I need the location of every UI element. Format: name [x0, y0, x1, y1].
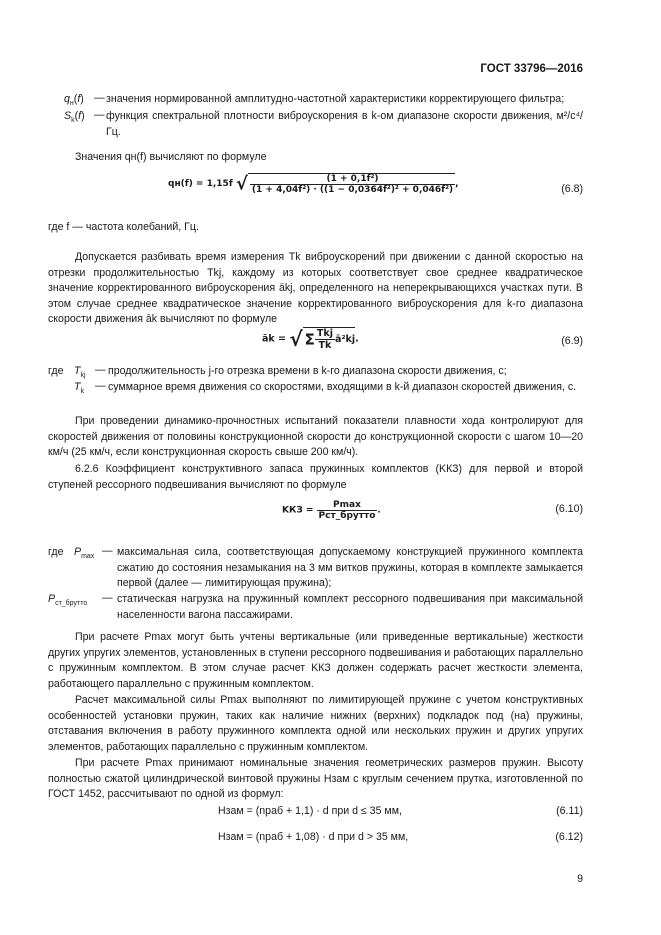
symbol-qn: $q_н(f)$ — [64, 93, 84, 108]
symbol-sk: $S_k(f)$ — [64, 110, 85, 125]
symbol-pmax: $P_{max}$ — [74, 546, 95, 561]
def-dash: — — [95, 364, 106, 376]
where-label: где — [48, 365, 64, 377]
formula-6-8-lhs: qн(f) = 1,15f — [168, 179, 233, 189]
formula-6-8-denominator: (1 + 4,04f²) · ((1 − 0,0364f²)² + 0,046f²) — [251, 185, 454, 195]
formula-6-9-lhs: āk = — [262, 333, 286, 345]
sum-symbol: Σ — [304, 330, 315, 349]
formula-6-10-denominator: Pст_брутто — [318, 511, 376, 521]
paragraph-calc-pmax-2: Расчет максимальной силы Pmax выполняют по лимитирующей пружине с учетом конструктивных особенностей установки пружин, таких как наличие нижних (верхних) подкладок под (на) пружины, отставания включения в работу пружинного комплекта одной или нескольких пружин и других упругих элементов, работающих параллельно с пружинным комплектом. — [48, 694, 583, 753]
formula-6-9-denominator: Tk — [318, 340, 332, 351]
paragraph-calc-pmax-3: При расчете Pmax принимают номинальные значения геометрических размеров пружин. Высоту полностью сжатой цилиндрической винтовой пружины Hзам с круглым сечением прутка, изготовленной по ГОСТ 1452, рассчитывают по одной из формул: — [48, 757, 583, 800]
formula-6-9-numerator: Tkj — [316, 328, 333, 339]
paragraph-6-2-6: 6.2.6 Коэффициент конструктивного запаса пружинных комплектов (KКЗ) для первой и второй ступеней рессорного подвешивания вычисляют по формуле — [48, 463, 583, 491]
paragraph-qn-formula-intro: Значения qн(f) вычисляют по формуле — [75, 151, 267, 163]
def-dash: — — [102, 592, 113, 604]
formula-6-8: qн(f) = 1,15f √ $\frac{\text{(1 + 0,1f²)}}{\text{(1 + 4,04f²) · ((1 − 0,0364f²)² + 0,046f²)}}$ , — [168, 173, 459, 195]
where-label: где — [48, 546, 64, 558]
formula-6-10 — [282, 500, 381, 521]
def-tk-text: суммарное время движения со скоростями, входящими в k-й диапазон скоростей движения, с. — [108, 381, 577, 393]
formula-tail: . — [355, 333, 359, 345]
paragraph-calc-pmax-1: При расчете Pmax могут быть учтены вертикальные (или приведенные вертикальные) жесткости других упругих элементов, установленных в ступени рессорного подвешивания и работающих параллельно с пружинным комплектом. В этом случае расчет KКЗ должен содержать расчет жесткости элемента, работающего параллельно с пружинным комплектом. — [48, 631, 583, 690]
def-pst-text: статическая нагрузка на пружинный комплект рессорного подвешивания при максимальной населенности вагона пассажирами. — [117, 593, 583, 621]
equation-number-6-9: (6.9) — [561, 335, 583, 347]
symbol-tkj: $T_{kj}$ — [74, 365, 86, 380]
formula-6-8-numerator: (1 + 0,1f²) — [250, 174, 455, 185]
equation-number-6-12: (6.12) — [555, 831, 583, 843]
formula-tail: . — [377, 505, 381, 516]
def-dash: — — [102, 545, 113, 557]
formula-6-9: āk = √ Σ $\frac{\text{Tkj}}{Tk}$ ā²kj. — [262, 327, 359, 351]
def-qn-text: значения нормированной амплитудно-частотной характеристики корректирующего фильтра; — [106, 93, 565, 105]
def-pmax-text: максимальная сила, соответствующая допускаемому конструкцией пружинного комплекта сжатию до состояния незамыкания на 3 мм витков пружины, которая в комплекте замыкается первой (далее — лимитирующая пружина); — [117, 546, 583, 589]
where-f: где f — частота колебаний, Гц. — [48, 221, 199, 233]
formula-6-10-lhs: KКЗ = — [282, 505, 314, 516]
equation-number-6-8: (6.8) — [561, 183, 583, 195]
formula-6-10-numerator: Pmax — [317, 500, 378, 511]
formula-6-11: Hзам = (nраб + 1,1) · d при d ≤ 35 мм, — [218, 805, 402, 817]
symbol-tk: $T_k$ — [74, 381, 84, 396]
def-dash: — — [95, 380, 106, 392]
paragraph-split-time: Допускается разбивать время измерения Tk виброускорений при движении с данной скоростью на отрезки продолжительностью Tkj, каждому из которых соответствует свое среднее квадратическое значение корректированного виброускорения ākj, определенного на неперекрывающихся участках пути. В этом случае среднее квадратическое значение корректированного виброускорения для k-го диапазона скорости движения āk вычисляют по формуле — [48, 251, 583, 325]
formula-6-9-term: ā²kj — [334, 334, 356, 345]
symbol-pst-brutto: $P_{ст\_брутто}$ — [48, 593, 88, 608]
paragraph-dynamic-tests: При проведении динамико-прочностных испытаний показатели плавности хода контролируют для скоростей движения от половины конструкционной скорости до конструкционной скорости с шагом 10—20 км/ч (25 км/ч, если конструкционная скорость свыше 200 км/ч). — [48, 415, 583, 458]
def-tkj-text: продолжительность j-го отрезка времени в k-го диапазона скорости движения, с; — [108, 365, 507, 377]
formula-6-12: Hзам = (nраб + 1,08) · d при d > 35 мм, — [218, 831, 409, 843]
def-sk-text: функция спектральной плотности виброускорения в k-ом диапазоне скорости движения, м²/с⁴/Гц. — [106, 110, 583, 138]
def-dash: — — [94, 92, 105, 104]
equation-number-6-11: (6.11) — [556, 805, 583, 817]
standard-number: ГОСТ 33796—2016 — [480, 63, 583, 75]
def-dash: — — [94, 109, 105, 121]
formula-tail: , — [455, 179, 459, 189]
page-number: 9 — [577, 873, 583, 885]
equation-number-6-10: (6.10) — [555, 503, 583, 515]
